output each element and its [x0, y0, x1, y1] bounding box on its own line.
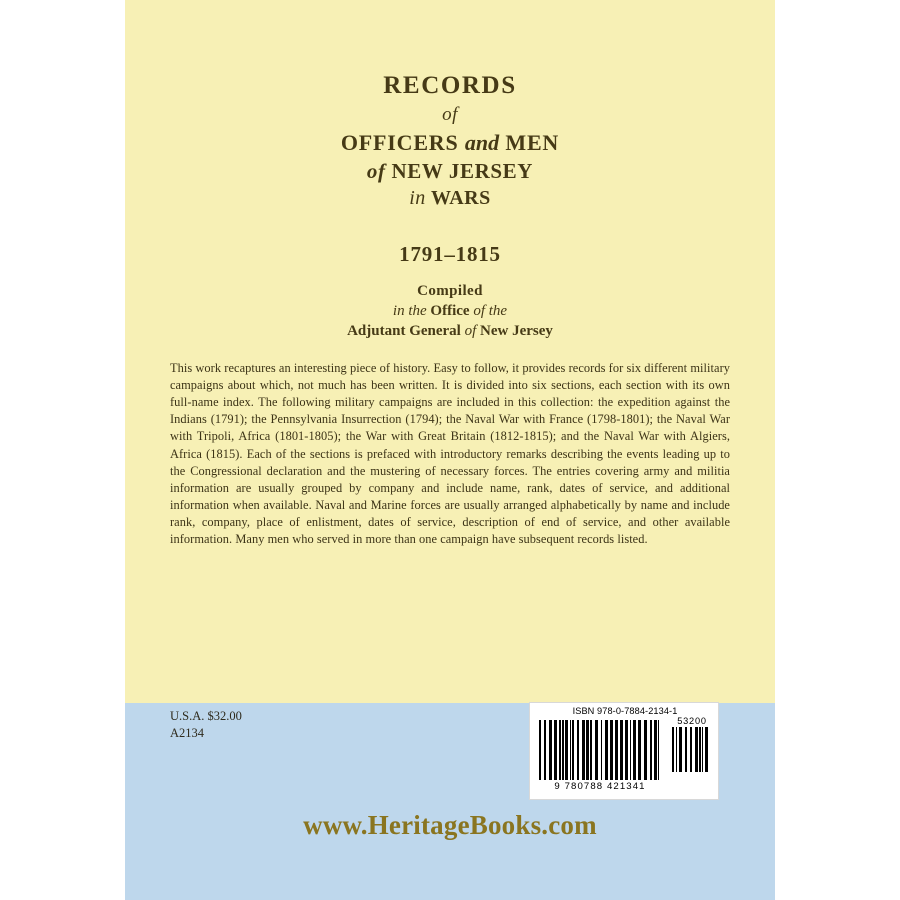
isbn-label: ISBN 978-0-7884-2134-1 [572, 706, 678, 716]
title-new-jersey: NEW JERSEY [391, 158, 534, 183]
title-officers: OFFICERS [340, 129, 459, 155]
compiled-office-line [125, 303, 775, 320]
compiled-adjutant-line [125, 323, 775, 340]
price-and-code-block [170, 708, 242, 742]
title-and: and [464, 129, 500, 155]
title-line-records: RECORDS [383, 72, 517, 99]
title-date-range: 1791–1815 [399, 241, 501, 266]
compiled-new-jersey: New Jersey [476, 323, 553, 339]
isbn-barcode [529, 702, 719, 800]
back-cover-description: This work recaptures an interesting piece of history. Easy to follow, it provides records for six different military campaigns about which, not much has been written. It is divided into six sections, each section with its own full-name index. The following military campaigns are included in this collection: the expedition against the Indians (1791); the Pennsylvania Insurrection (1794); the Naval War with France (1798-1801); the Naval War with Tripoli, Africa (1801-1805); the War with Great Britain (1812-1815); and the Naval War with Algiers, Africa (1815). Each of the sections is prefaced with introductory remarks describing the events leading up to the Congressional declaration and the mustering of necessary forces. The entries covering army and militia information are usually grouped by company and include name, rank, dates of service, and additional information when available. Naval and Marine forces are usually arranged alphabetically by name and include rank, company, place of enlistment, dates of service, description of end of service, and other available information. Many men who served in more than one campaign have subsequent records listed. [170, 361, 730, 547]
compiled-adjutant-general: Adjutant General [347, 323, 465, 339]
publisher-website[interactable]: www.HeritageBooks.com [303, 810, 597, 840]
cover-artwork [125, 0, 775, 900]
title-line-officers-and-men [125, 129, 775, 156]
compiled-office: Office [430, 303, 470, 319]
price-text: U.S.A. $32.00 [170, 709, 242, 723]
item-code-text: A2134 [170, 725, 205, 740]
title-line-in-wars [125, 186, 775, 211]
title-line-of: of [442, 104, 458, 125]
barcode-bars-main [539, 720, 661, 780]
title-of-2: of [366, 158, 386, 183]
barcode-digits-addon: 53200 [677, 716, 707, 726]
compiled-of-the: of the [469, 303, 508, 319]
barcode-digits-main: 9 780788 421341 [554, 781, 646, 792]
compiled-label: Compiled [417, 283, 483, 299]
title-line-of-new-jersey [125, 158, 775, 184]
title-wars: WARS [430, 186, 491, 209]
compiler-credit-block [125, 283, 775, 340]
barcode-bars-addon [672, 727, 712, 772]
compiled-in-the: in the [392, 303, 431, 319]
title-men: MEN [505, 129, 560, 155]
compiled-of: of [464, 323, 477, 339]
book-title-block [125, 70, 775, 267]
title-in: in [409, 186, 426, 209]
